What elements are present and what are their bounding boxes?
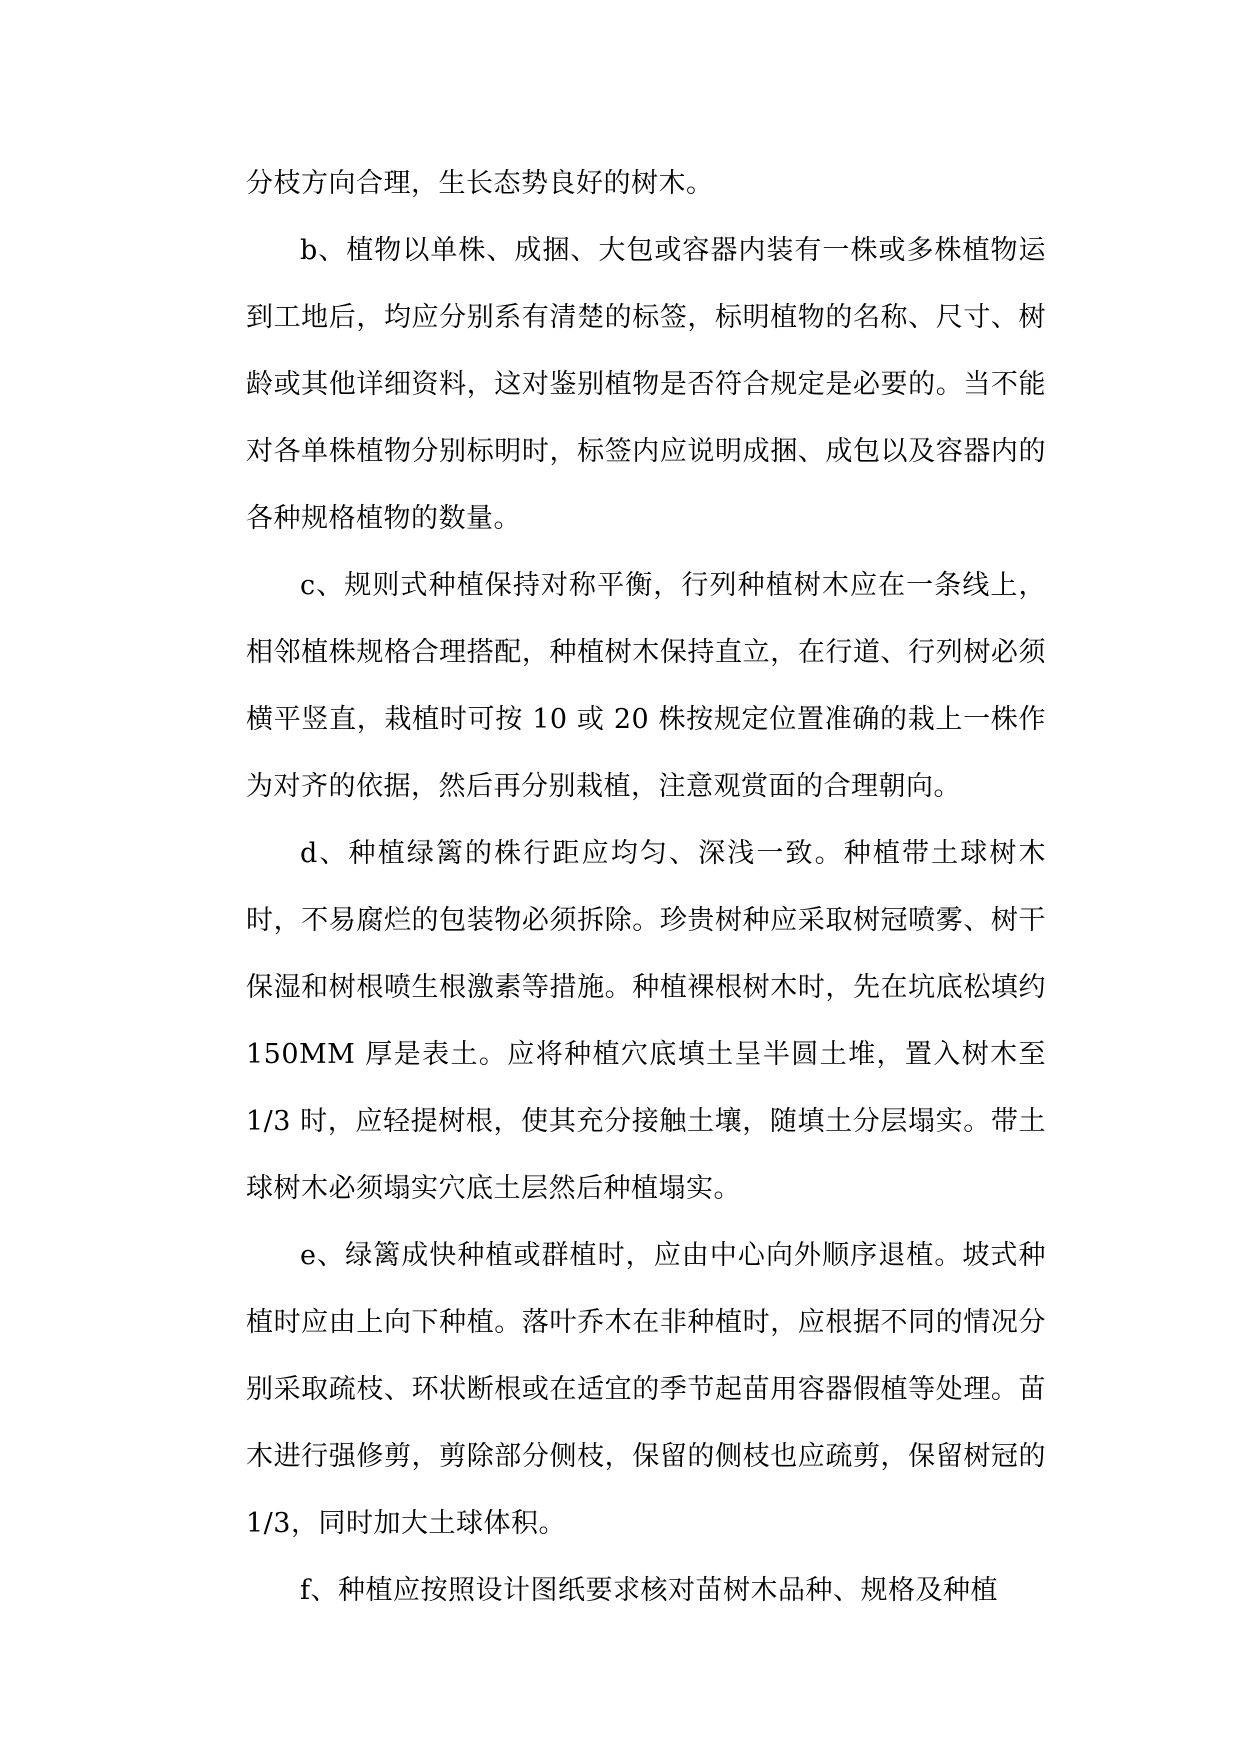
paragraph-c-regular-planting: c、规则式种植保持对称平衡，行列种植树木应在一条线上，相邻植株规格合理搭配，种植树木保持直立，在行道、行列树必须横平竖直，栽植时可按 10 或 20 株按规定位置准确的栽上一株作为对齐的依据，然后再分别栽植，注意观赏面的合理朝向。 [246,570,1046,802]
paragraph-continuation: 分枝方向合理，生长态势良好的树木。 [246,168,714,199]
document-body [246,150,1046,1624]
paragraph-b-plant-labels: b、植物以单株、成捆、大包或容器内装有一株或多株植物运到工地后，均应分别系有清楚的标签，标明植物的名称、尺寸、树龄或其他详细资料，这对鉴别植物是否符合规定是必要的。当不能对各单株植物分别标明时，标签内应说明成捆、成包以及容器内的各种规格植物的数量。 [246,235,1046,534]
paragraph-e-group-planting: e、绿篱成快种植或群植时，应由中心向外顺序退植。坡式种植时应由上向下种植。落叶乔木在非种植时，应根据不同的情况分别采取疏枝、环状断根或在适宜的季节起苗用容器假植等处理。苗木进行强修剪，剪除部分侧枝，保留的侧枝也应疏剪，保留树冠的 1/3，同时加大土球体积。 [246,1240,1046,1539]
paragraph-f-design-check: f、种植应按照设计图纸要求核对苗树木品种、规格及种植 [300,1575,998,1606]
paragraph-d-hedge-planting: d、种植绿篱的株行距应均匀、深浅一致。种植带土球树木时，不易腐烂的包装物必须拆除。珍贵树种应采取树冠喷雾、树干保湿和树根喷生根激素等措施。种植裸根树木时，先在坑底松填约 150MM 厚是表土。应将种植穴底填土呈半圆土堆，置入树木至 1/3 时，应轻提树根，使其充分接触土壤，随填土分层塌实。带土球树木必须塌实穴底土层然后种植塌实。 [246,838,1046,1204]
